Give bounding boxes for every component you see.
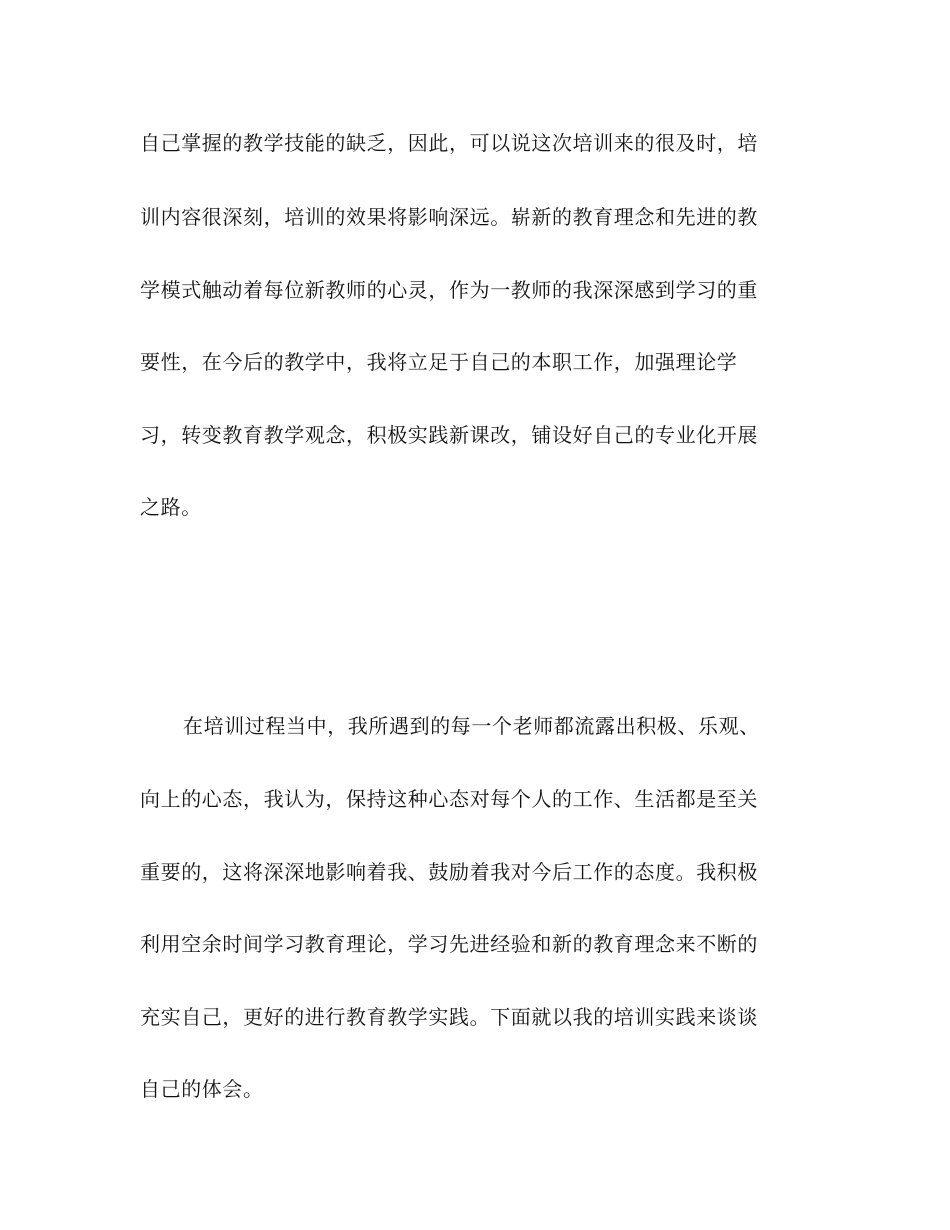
paragraph-line: 向上的心态，我认为，保持这种心态对每个人的工作、生活都是至关 [140,787,758,811]
paragraph-line: 要性，在今后的教学中，我将立足于自己的本职工作，加强理论学 [140,350,738,374]
paragraph-line: 训内容很深刻，培训的效果将影响深远。崭新的教育理念和先进的教 [140,205,758,229]
paragraph-line: 充实自己，更好的进行教育教学实践。下面就以我的培训实践来谈谈 [140,1005,758,1029]
paragraph-line: 学模式触动着每位新教师的心灵，作为一教师的我深深感到学习的重 [140,278,758,302]
paragraph-line: 习，转变教育教学观念，积极实践新课改，铺设好自己的专业化开展 [140,423,758,447]
paragraph-line: 在培训过程当中，我所遇到的每一个老师都流露出积极、乐观、 [183,714,760,738]
paragraph-line: 自己掌握的教学技能的缺乏，因此，可以说这次培训来的很及时，培 [140,131,758,155]
paragraph-line: 重要的，这将深深地影响着我、鼓励着我对今后工作的态度。我积极 [140,860,758,884]
paragraph-line: 之路。 [140,495,202,519]
paragraph-line: 自己的体会。 [140,1077,264,1101]
paragraph-line: 利用空余时间学习教育理论，学习先进经验和新的教育理念来不断的 [140,932,758,956]
